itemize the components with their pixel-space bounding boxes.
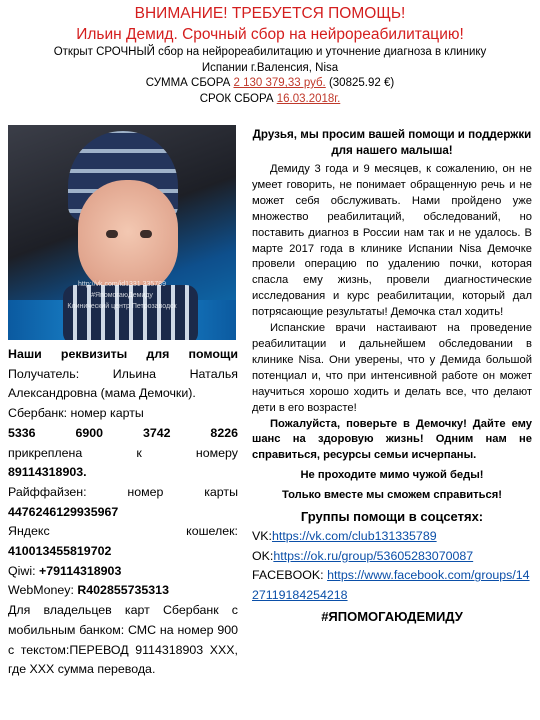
deadline-line [0,92,540,108]
sum-eur: (30825.92 €) [325,77,395,89]
story-intro: Друзья, мы просим вашей помощи и поддержки для нашего малыша! [252,128,532,157]
requisites-heading: Наши реквизиты для помощи [8,347,238,361]
story-paragraph-5: Только вместе мы сможем справиться! [281,489,502,502]
vk-link[interactable]: https://vk.com/club131335789 [271,529,437,544]
fb-link[interactable]: https://www.facebook.com/groups/1427119184254218 [252,568,530,603]
webmoney-line [8,581,238,601]
header [0,4,540,107]
child-photo [8,125,236,340]
photo-watermark-2: #ЯпомогаюДемиду [91,292,153,299]
sum-value: 2 130 379,33 руб. [233,77,326,89]
story-paragraph-3: Пожалуйста, поверьте в Демочку! Дайте ему шанс на здоровую жизнь! Одним нам не справиться, ресурсы семьи исчерпаны. [252,417,532,462]
groups-title: Группы помощи в соцсетях: [300,509,484,525]
intro-line-2: Испании г.Валенсия, Nisa [201,61,339,74]
intro-line-1: Открыт СРОЧНЫЙ сбор на нейрореабилитацию и уточнение диагноза в клинику [53,46,487,58]
story-paragraph-2: Испанские врачи настаивают на проведение реабилитации и дальнейшем обследовании в клинике Nisa. Они уверены, что у Демида большой потенциал и, что при интенсивной работе он может научиться хорошо ходить и делать все, что делают дети в его возрасте! [252,322,532,414]
recipient-text: Получатель: Ильина Наталья Александровна (мама Демочки). [8,366,238,401]
ok-row [252,547,532,567]
yandex-wallet: 410013455819702 [8,544,112,559]
sms-instructions: Для владельцев карт Сбербанк с мобильным банком: СМС на номер 900 с текстом:ПЕРЕВОД 9114318903 XXX, где XXX сумма перевода. [8,603,238,677]
ok-link[interactable]: https://ok.ru/group/53605283070087 [273,548,474,563]
raif-card-number: 4476246129935967 [8,504,119,519]
sum-line [0,76,540,92]
story-paragraph-1: Демиду 3 года и 9 месяцев, к сожалению, он не умеет говорить, не понимает обращенную речь и не может себя обслуживать. Нами пройдено уже множество реабилитаций, обследований, но поставить диагноз в России нам так и не удалось. В марте 2017 года в клинике Испании Nisa Демочке провели операцию по удалению почки, которая спасла ему жизнь, провели диагностические исследования и курс реабилитации, который дал потрясающие результаты! Демочка стал ходить! [252,163,532,319]
qiwi-label: Qiwi: [8,563,39,578]
deadline-value: 16.03.2018г. [276,92,341,105]
qiwi-value: +79114318903 [38,563,122,578]
photo-face [78,180,178,295]
story-paragraph-4: Не проходите мимо чужой беды! [300,469,484,482]
page-title: Ильин Демид. Срочный сбор на нейрореабилитацию! [76,26,464,43]
yandex-label: Яндекс кошелек: [8,524,238,539]
story-block [252,127,532,628]
vk-row [252,527,532,547]
sber-card-number: 5336 6900 3742 8226 [8,425,238,440]
photo-eye-right [140,230,152,238]
fb-row [252,566,532,605]
attached-text: прикреплена к номеру [8,445,238,460]
alert-heading: ВНИМАНИЕ! ТРЕБУЕТСЯ ПОМОЩЬ! [134,5,406,22]
vk-label: VK: [252,529,272,544]
photo-watermark-3: Клинический центр Петрозаводск [67,303,177,310]
qiwi-line [8,562,238,582]
ok-label: OK: [252,548,274,563]
raif-label: Райффайзен: номер карты [8,484,238,499]
webmoney-value: R402855735313 [77,583,169,598]
hashtag: #ЯПОМОГАЮДЕМИДУ [321,608,463,624]
requisites-block [8,345,238,680]
deadline-label: СРОК СБОРА [199,92,277,105]
sber-label: Сбербанк: номер карты [8,406,144,421]
sum-label: СУММА СБОРА [145,77,234,89]
photo-eye-left [106,230,118,238]
webmoney-label: WebMoney: [8,583,78,598]
phone-number: 89114318903. [8,465,87,480]
photo-watermark-1: http://vk.com/id1331 335789 [78,281,166,288]
fb-label: FACEBOOK: [252,568,328,583]
